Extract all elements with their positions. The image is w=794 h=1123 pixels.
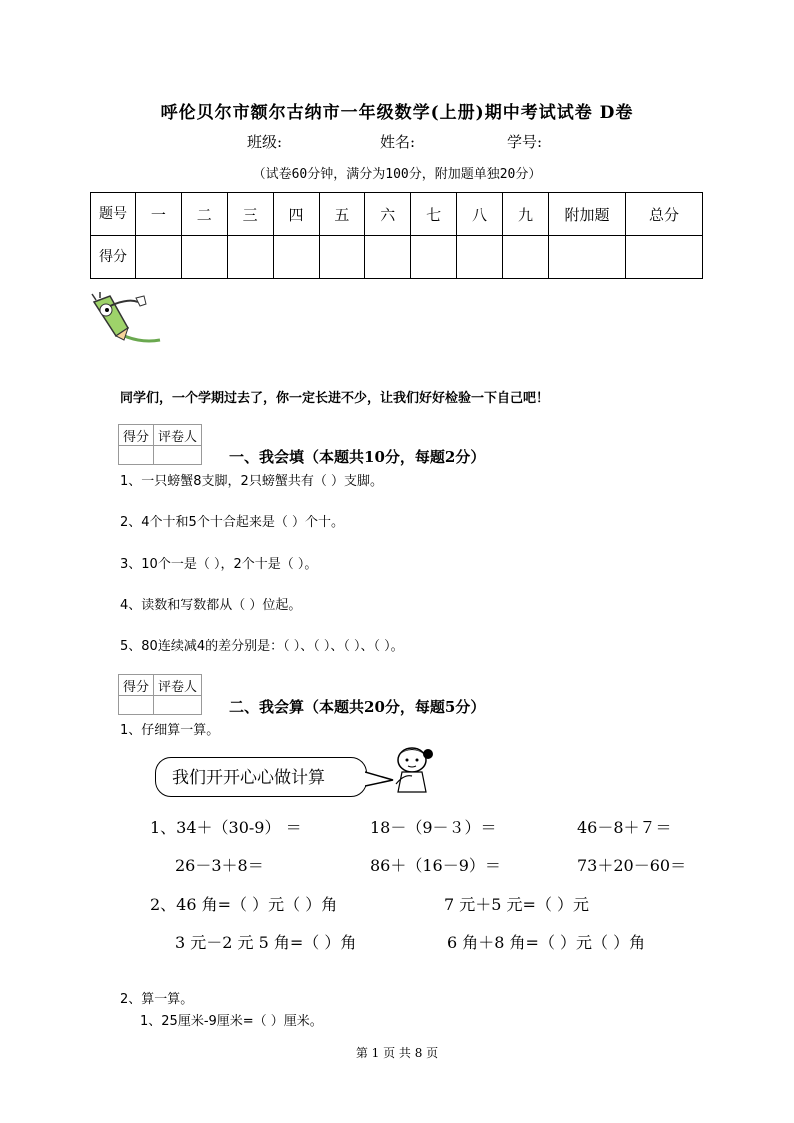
question-item: 3、10个一是（ ），2个十是（ ）。 [120,557,318,572]
score-table-header: 一 [136,193,182,236]
score-cell[interactable] [273,236,319,279]
score-table [90,192,703,279]
speech-bubble: 我们开开心心做计算 [155,757,367,797]
calc-item: 26－3＋8＝ [175,856,264,875]
question-item: 1、25厘米-9厘米=（ ）厘米。 [140,1014,323,1029]
grader-name-cell[interactable] [154,446,202,465]
calc-item: 86＋（16－9）＝ [370,856,501,875]
score-cell[interactable] [181,236,227,279]
score-table-header: 四 [273,193,319,236]
grader-name-label: 评卷人 [154,675,202,696]
money-item: 7 元＋5 元=（ ）元 [444,895,590,914]
score-table-header: 总分 [626,193,703,236]
section2-title: 二、我会算（本题共20分，每题5分） [229,698,486,716]
grader-score-cell[interactable] [119,696,154,715]
pencil-mascot-icon [88,292,164,350]
score-table-header: 二 [181,193,227,236]
class-label: 班级: [247,133,283,151]
grader-name-label: 评卷人 [154,425,202,446]
calc-item: 46－8＋７＝ [577,818,672,837]
name-label: 姓名: [380,133,416,151]
grader-score-cell[interactable] [119,446,154,465]
calc-item: 18－（9－３）＝ [370,818,497,837]
grader-score-label: 得分 [119,675,154,696]
score-table-header: 六 [365,193,411,236]
girl-thinking-icon [390,744,446,796]
score-table-header: 五 [319,193,365,236]
money-item: 3 元－2 元 5 角=（ ）角 [175,933,357,952]
score-cell[interactable] [365,236,411,279]
question-item: 1、仔细算一算。 [120,723,220,738]
grader-box [118,424,202,465]
money-item: 6 角＋8 角=（ ）元（ ）角 [447,933,646,952]
page-footer: 第 1 页 共 8 页 [355,1046,439,1060]
score-cell[interactable] [503,236,549,279]
calc-item: 1、34＋（30-9） ＝ [150,818,302,837]
score-table-header: 八 [457,193,503,236]
exam-note: （试卷60分钟，满分为100分，附加题单独20分） [252,167,542,182]
grader-name-cell[interactable] [154,696,202,715]
score-table-header: 七 [411,193,457,236]
score-table-header: 九 [503,193,549,236]
score-cell[interactable] [411,236,457,279]
calc-item: 73＋20－60＝ [577,856,687,875]
score-table-score-row [91,236,703,279]
student-number-label: 学号: [507,133,543,151]
question-item: 2、算一算。 [120,992,194,1007]
score-cell[interactable] [136,236,182,279]
money-item: 2、46 角=（ ）元（ ）角 [150,895,338,914]
section1-title: 一、我会填（本题共10分，每题2分） [229,448,486,466]
score-cell[interactable] [626,236,703,279]
question-item: 4、读数和写数都从（ ）位起。 [120,598,302,613]
grader-score-label: 得分 [119,425,154,446]
score-cell[interactable] [457,236,503,279]
score-cell[interactable] [549,236,626,279]
grader-box [118,674,202,715]
score-table-header: 三 [227,193,273,236]
intro-text: 同学们，一个学期过去了，你一定长进不少，让我们好好检验一下自己吧！ [120,391,550,406]
score-cell[interactable] [319,236,365,279]
score-table-header-first: 题号 [91,193,136,236]
question-item: 2、4个十和5个十合起来是（ ）个十。 [120,515,344,530]
page-title: 呼伦贝尔市额尔古纳市一年级数学(上册)期中考试试卷 D卷 [160,103,634,123]
score-table-header-row [91,193,703,236]
score-cell[interactable] [227,236,273,279]
question-item: 1、一只螃蟹8支脚，2只螃蟹共有（ ）支脚。 [120,474,383,489]
question-item: 5、80连续减4的差分别是：（ ）、（ ）、（ ）、（ ）。 [120,639,404,654]
score-table-header: 附加题 [549,193,626,236]
score-row-label: 得分 [91,236,136,279]
